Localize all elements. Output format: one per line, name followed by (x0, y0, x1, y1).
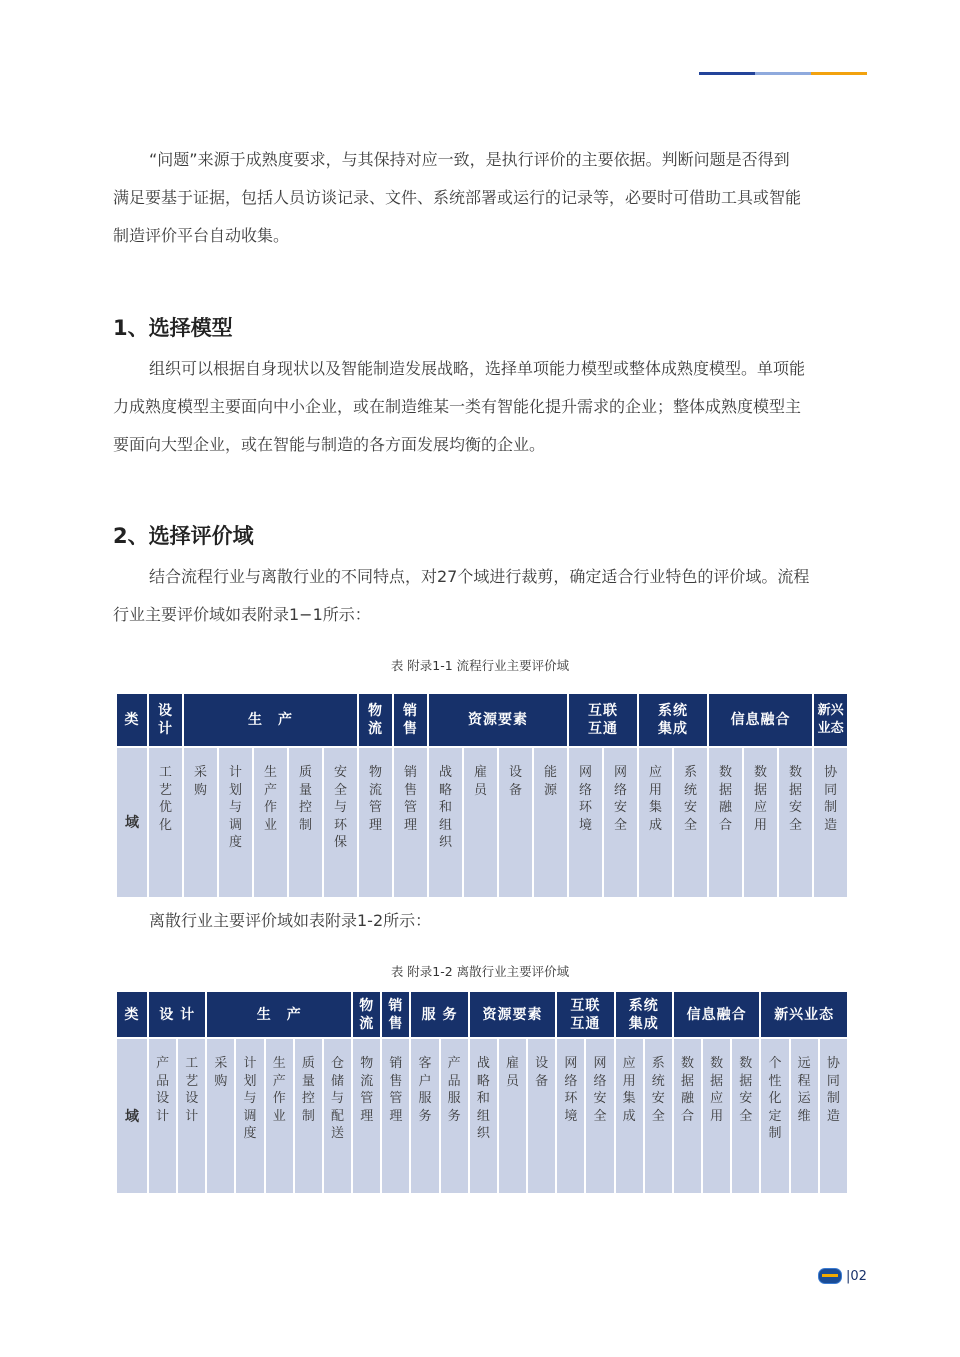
category-label: 生 产 (248, 712, 294, 728)
section1-line: 力成熟度模型主要面向中小企业，或在制造维某一类有智能化提升需求的企业；整体成熟度模型主 (113, 397, 802, 416)
table1-category-header (359, 694, 392, 746)
table1-domain-cell (779, 746, 812, 897)
category-label: 设 计 (159, 1006, 196, 1023)
domain-label: 工艺优化 (158, 765, 172, 833)
domain-label: 物流管理 (360, 1056, 374, 1124)
domain-label: 数据应用 (710, 1056, 724, 1124)
table1-category-header (639, 694, 707, 746)
category-label: 新兴业态 (817, 703, 844, 736)
domain-label: 物流管理 (369, 765, 383, 833)
table2-category-header (616, 992, 672, 1037)
table1-category-header (429, 694, 567, 746)
domain-label: 协同制造 (826, 1056, 840, 1124)
table1-header-row (117, 694, 847, 746)
domain-label: 数据融合 (680, 1056, 694, 1124)
table1-domain-cell (394, 746, 427, 897)
table2-domain-cell (761, 1037, 788, 1193)
table1-domain-cell (674, 746, 707, 897)
table2-domain-row (117, 1037, 847, 1193)
section2-paragraph (113, 558, 853, 634)
table2-category-header (382, 992, 409, 1037)
table2-domain-cell (645, 1037, 672, 1193)
header-bar-seg-1 (699, 72, 755, 75)
header-accent-bar (699, 72, 867, 75)
category-label: 信息融合 (730, 712, 791, 728)
table2-domain-cell (674, 1037, 701, 1193)
table1-domain-cell (604, 746, 637, 897)
domain-label: 雇员 (474, 765, 488, 798)
table1-corner-label: 类 (117, 694, 147, 746)
table1-domain-cell (429, 746, 462, 897)
domain-label: 系统安全 (651, 1056, 665, 1124)
table2-domain-cell (499, 1037, 526, 1193)
domain-label: 协同制造 (824, 765, 838, 833)
category-label: 系统集成 (628, 997, 659, 1032)
discrete-intro (113, 902, 853, 940)
header-bar-seg-3 (811, 72, 867, 75)
table1-domain-cell (639, 746, 672, 897)
domain-label: 采购 (214, 1056, 228, 1089)
table1-category-header (394, 694, 427, 746)
category-label: 互联互通 (570, 997, 601, 1032)
table1-domain-cell (359, 746, 392, 897)
category-label: 资源要素 (468, 712, 529, 728)
page-footer (818, 1268, 867, 1284)
table1-domain-cell (254, 746, 287, 897)
category-label: 物流 (368, 703, 384, 737)
section1-title: 1、选择模型 (113, 316, 233, 340)
section2-line: 行业主要评价域如表附录1−1所示： (113, 605, 371, 624)
domain-label: 战略和组织 (476, 1056, 490, 1141)
table2-category-header (557, 992, 613, 1037)
table2-category-header (149, 992, 205, 1037)
table2-category-header (470, 992, 556, 1037)
domain-label: 销售管理 (389, 1056, 403, 1124)
table2-domain-cell (324, 1037, 351, 1193)
category-label: 信息融合 (686, 1006, 747, 1023)
category-label: 生 产 (256, 1006, 302, 1023)
table2-domain-cell (149, 1037, 176, 1193)
table1-domain-cell (569, 746, 602, 897)
table2-discrete-industry (115, 992, 849, 1193)
table2-corner-label: 类 (117, 992, 147, 1037)
table2-domain-cell (411, 1037, 438, 1193)
section1-paragraph (113, 350, 853, 464)
domain-label: 生产作业 (263, 765, 277, 833)
table2-domain-cell (353, 1037, 380, 1193)
domain-label: 数据安全 (739, 1056, 753, 1124)
domain-label: 质量控制 (301, 1056, 315, 1124)
domain-label: 客户服务 (418, 1056, 432, 1124)
table2-header-row (117, 992, 847, 1037)
table1-category-header (184, 694, 357, 746)
table2-category-header (761, 992, 847, 1037)
domain-label: 个性化定制 (768, 1056, 782, 1141)
domain-label: 销售管理 (404, 765, 418, 833)
domain-label: 设备 (535, 1056, 549, 1089)
category-label: 物流 (359, 997, 375, 1032)
table1-category-header (569, 694, 637, 746)
category-label: 服 务 (421, 1006, 458, 1023)
intro-line: “问题”来源于成熟度要求，与其保持对应一致，是执行评价的主要依据。判断问题是否得到 (149, 150, 790, 169)
table2-domain-cell (382, 1037, 409, 1193)
table1-domain-cell (184, 746, 217, 897)
table2-category-header (207, 992, 351, 1037)
table2-domain-cell (470, 1037, 497, 1193)
table1-domain-cell (709, 746, 742, 897)
domain-label: 网络安全 (614, 765, 628, 833)
table2-domain-cell (791, 1037, 818, 1193)
domain-label: 雇员 (505, 1056, 519, 1089)
table2-domain-cell (586, 1037, 613, 1193)
category-label: 销售 (388, 997, 404, 1032)
domain-label: 网络环境 (579, 765, 593, 833)
table2-domain-cell (528, 1037, 555, 1193)
domain-label: 产品设计 (156, 1056, 170, 1124)
table1-domain-cell (464, 746, 497, 897)
domain-label: 计划与调度 (243, 1056, 257, 1141)
table2-category-header (353, 992, 380, 1037)
table1-domain-row (117, 746, 847, 897)
table1-domain-cell (814, 746, 847, 897)
domain-label: 仓储与配送 (331, 1056, 345, 1141)
table2-domain-cell (207, 1037, 234, 1193)
table2-row-label: 域 (117, 1037, 147, 1193)
intro-line: 制造评价平台自动收集。 (113, 226, 290, 245)
intro-line: 满足要基于证据，包括人员访谈记录、文件、系统部署或运行的记录等，必要时可借助工具或智能 (113, 188, 802, 207)
cmmm-logo-icon (818, 1268, 842, 1284)
section1-line: 组织可以根据自身现状以及智能制造发展战略，选择单项能力模型或整体成熟度模型。单项能 (149, 359, 806, 378)
page-number-value: 02 (850, 1268, 867, 1284)
table2-category-header (411, 992, 467, 1037)
table1-caption: 表 附录1-1 流程行业主要评价域 (390, 658, 570, 673)
category-label: 新兴业态 (774, 1006, 835, 1023)
table1-process-industry (115, 694, 849, 897)
domain-label: 生产作业 (272, 1056, 286, 1124)
section2-title: 2、选择评价域 (113, 524, 254, 548)
table2-caption: 表 附录1-2 离散行业主要评价域 (390, 964, 570, 979)
category-label: 互联互通 (588, 703, 619, 737)
domain-label: 网络环境 (564, 1056, 578, 1124)
domain-label: 战略和组织 (439, 765, 453, 850)
table1-domain-cell (744, 746, 777, 897)
category-label: 设计 (158, 703, 173, 737)
table2-domain-cell (295, 1037, 322, 1193)
table2-domain-cell (178, 1037, 205, 1193)
table2-domain-cell (266, 1037, 293, 1193)
table1-domain-cell (534, 746, 567, 897)
table2-domain-cell (820, 1037, 847, 1193)
domain-label: 系统安全 (684, 765, 698, 833)
domain-label: 产品服务 (447, 1056, 461, 1124)
table1-domain-cell (149, 746, 182, 897)
table2-domain-cell (732, 1037, 759, 1193)
domain-label: 远程运维 (797, 1056, 811, 1124)
table1-domain-cell (499, 746, 532, 897)
category-label: 资源要素 (482, 1006, 543, 1023)
domain-label: 应用集成 (622, 1056, 636, 1124)
table1-row-label: 域 (117, 746, 147, 897)
domain-label: 计划与调度 (228, 765, 242, 850)
category-label: 系统集成 (658, 703, 689, 737)
domain-label: 数据应用 (754, 765, 768, 833)
domain-label: 应用集成 (649, 765, 663, 833)
domain-label: 数据安全 (789, 765, 803, 833)
table2-domain-cell (557, 1037, 584, 1193)
section2-line: 结合流程行业与离散行业的不同特点，对27个域进行裁剪，确定适合行业特色的评价域。流程 (149, 567, 810, 586)
table2-domain-cell (441, 1037, 468, 1193)
table1-category-header (149, 694, 182, 746)
domain-label: 设备 (509, 765, 523, 798)
section1-line: 要面向大型企业，或在智能与制造的各方面发展均衡的企业。 (113, 435, 546, 454)
domain-label: 质量控制 (298, 765, 312, 833)
intro-paragraph (113, 141, 853, 255)
table2-domain-cell (236, 1037, 263, 1193)
domain-label: 网络安全 (593, 1056, 607, 1124)
header-bar-seg-2 (755, 72, 811, 75)
table2-category-header (674, 992, 760, 1037)
domain-label: 采购 (193, 765, 207, 798)
category-label: 销售 (403, 703, 419, 737)
domain-label: 安全与环保 (334, 765, 348, 850)
table1-category-header (709, 694, 812, 746)
page-number: |02 (846, 1268, 867, 1284)
domain-label: 数据融合 (719, 765, 733, 833)
table2-domain-cell (703, 1037, 730, 1193)
table1-category-header (814, 694, 847, 746)
domain-label: 能源 (544, 765, 558, 798)
table2-domain-cell (616, 1037, 643, 1193)
domain-label: 工艺设计 (185, 1056, 199, 1124)
table1-domain-cell (289, 746, 322, 897)
discrete-intro-line: 离散行业主要评价域如表附录1-2所示： (149, 911, 432, 930)
table1-domain-cell (324, 746, 357, 897)
table1-domain-cell (219, 746, 252, 897)
